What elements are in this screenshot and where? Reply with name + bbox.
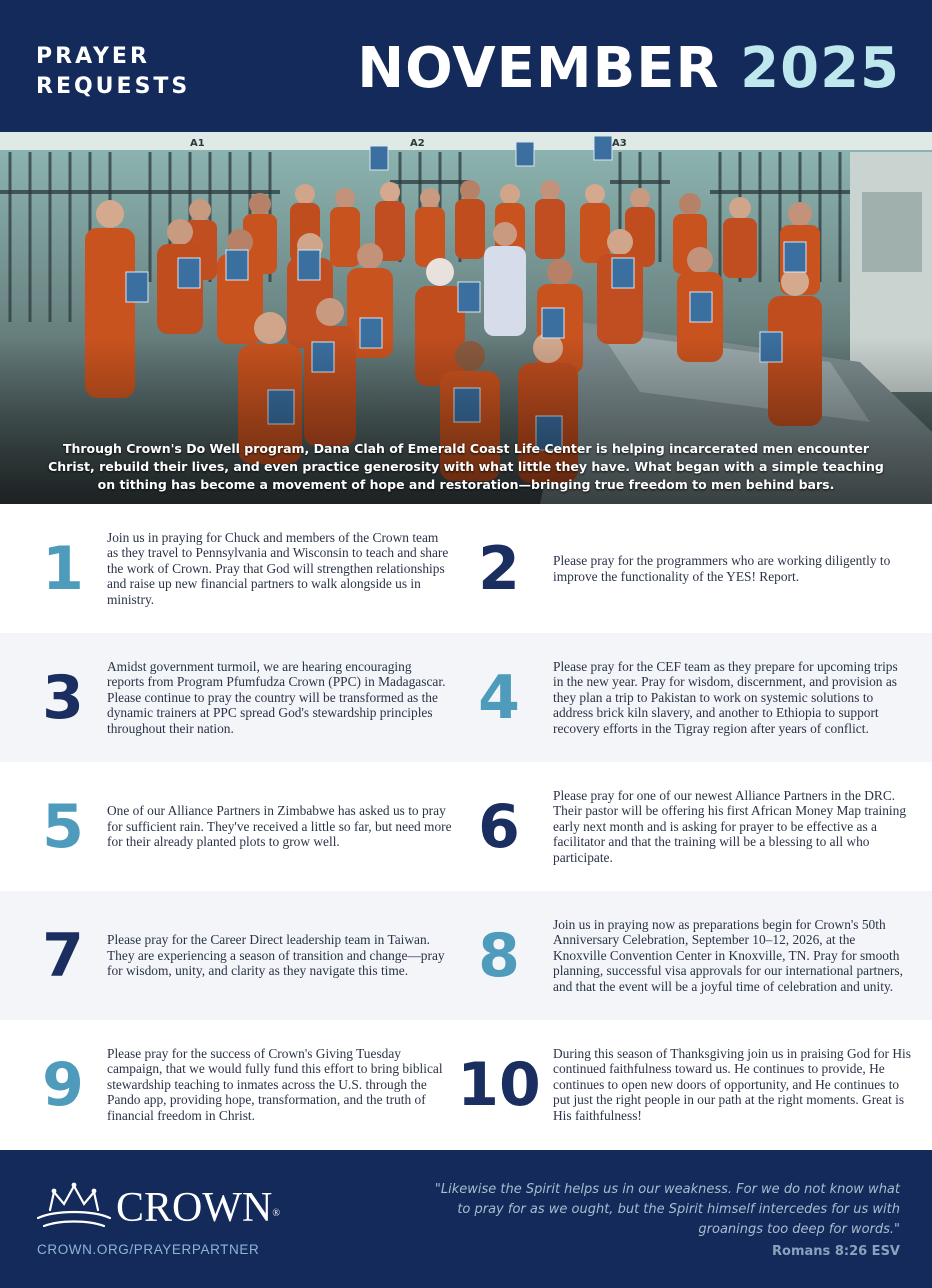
- request-text: Please pray for one of our newest Alliance Partners in the DRC. Their pastor will be offering his first African Money Map training early next month and is asking for prayer to be effective as a facilitator and that the training will be a blessing to all who participate.: [553, 787, 907, 865]
- request-number: 8: [478, 920, 520, 991]
- request-text: Please pray for the Career Direct leadership team in Taiwan. They are experiencing a season of transition and change—pray for wisdom, unity, and clarity as they navigate this time.: [107, 932, 445, 979]
- prayer-request-4: [466, 633, 932, 762]
- page-title: [357, 36, 900, 102]
- prayer-request-2: [466, 504, 932, 633]
- cell-sign-a2: A2: [410, 138, 425, 149]
- page-footer: [0, 1150, 932, 1288]
- prayer-request-6: [466, 762, 932, 891]
- request-number: 1: [42, 533, 84, 604]
- prayer-request-7: [0, 891, 466, 1020]
- feature-photo: [0, 132, 932, 504]
- title-month: NOVEMBER: [357, 36, 720, 101]
- request-row-1: [0, 504, 932, 633]
- photo-caption: Through Crown's Do Well program, Dana Clah of Emerald Coast Life Center is helping incarcerated men encounter Christ, rebuild their lives, and even practice generosity with what little they have. What began with a simple teaching on tithing has become a movement of hope and restoration—bringing true freedom to men behind bars.: [48, 441, 884, 492]
- crown-icon: [34, 1180, 114, 1236]
- logo-word: CROWN: [116, 1185, 273, 1231]
- page-header: [0, 0, 932, 132]
- request-number: 7: [42, 920, 84, 991]
- request-number: 10: [457, 1049, 541, 1120]
- cell-sign-a1: A1: [190, 138, 205, 149]
- request-text: Please pray for the CEF team as they prepare for upcoming trips in the new year. Pray for wisdom, discernment, and provision as they plan a trip to Pakistan to work on systemic solutions to address brick kiln slavery, and another to Ethiopia to support recovery efforts in the Tigray region after years of conflict.: [553, 658, 898, 736]
- request-number: 9: [42, 1049, 84, 1120]
- request-row-5: [0, 1020, 932, 1150]
- request-text: During this season of Thanksgiving join us in praising God for His continued faithfulness toward us. He continues to provide, He continues to open new doors of opportunity, and He continues to put just the right people in our path at the right moments. Great is His faithfulness!: [553, 1045, 911, 1123]
- request-number: 6: [478, 791, 520, 862]
- request-number: 3: [42, 662, 84, 733]
- request-text: Join us in praying now as preparations begin for Crown's 50th Anniversary Celebration, September 10–12, 2026, at the Knoxville Convention Center in Knoxville, TN. Pray for smooth planning, successful visa approvals for our international partners, and that the event will be a joyful time of celebration and unity.: [553, 916, 903, 994]
- request-text: One of our Alliance Partners in Zimbabwe has asked us to pray for sufficient rain. They've received a little so far, but need more for their already planted plots to grow well.: [107, 803, 452, 850]
- kicker-line-1: PRAYER: [36, 44, 150, 69]
- cell-sign-a3: A3: [612, 138, 627, 149]
- section-kicker: [36, 42, 190, 102]
- logo-wordmark: [116, 1184, 280, 1232]
- request-row-3: [0, 762, 932, 891]
- prayer-request-5: [0, 762, 466, 891]
- prayer-partner-link[interactable]: CROWN.ORG/PRAYERPARTNER: [37, 1242, 260, 1257]
- registered-mark: ®: [272, 1208, 280, 1219]
- request-text: Please pray for the programmers who are working diligently to improve the functionality of the YES! Report.: [553, 552, 891, 584]
- request-text: Please pray for the success of Crown's Giving Tuesday campaign, that we would fully fund this effort to bring biblical stewardship teaching to inmates across the U.S. through the Pando app, providing hope, transformation, and the truth of financial freedom in Christ.: [107, 1045, 443, 1123]
- request-number: 2: [478, 533, 520, 604]
- request-row-4: [0, 891, 932, 1020]
- prayer-request-9: [0, 1020, 466, 1149]
- title-year: 2025: [740, 36, 900, 101]
- kicker-line-2: REQUESTS: [36, 74, 191, 99]
- request-text: Amidst government turmoil, we are hearing encouraging reports from Program Pfumfudza Crown (PPC) in Madagascar. Please continue to pray the country will be transformed as the dynamic trainers at PPC spread God's stewardship principles throughout their nation.: [107, 658, 446, 736]
- request-row-2: [0, 633, 932, 762]
- request-text: Join us in praying for Chuck and members of the Crown team as they travel to Pennsylvania and Wisconsin to teach and share the work of Crown. Pray that God will strengthen relationships and raise up new financial partners to walk alongside us in ministry.: [107, 529, 449, 607]
- scripture-quote: "Likewise the Spirit helps us in our weakness. For we do not know what to pray for as we ought, but the Spirit himself intercedes for us with groanings too deep for words.": [434, 1182, 900, 1237]
- request-number: 5: [42, 791, 84, 862]
- prayer-request-8: [466, 891, 932, 1020]
- prayer-request-grid: [0, 504, 932, 1150]
- request-number: 4: [478, 662, 520, 733]
- prayer-request-10: [457, 1020, 932, 1149]
- prayer-request-1: [0, 504, 466, 633]
- scripture-reference: Romans 8:26 ESV: [772, 1244, 900, 1259]
- crown-logo: [34, 1180, 284, 1236]
- prayer-request-3: [0, 633, 466, 762]
